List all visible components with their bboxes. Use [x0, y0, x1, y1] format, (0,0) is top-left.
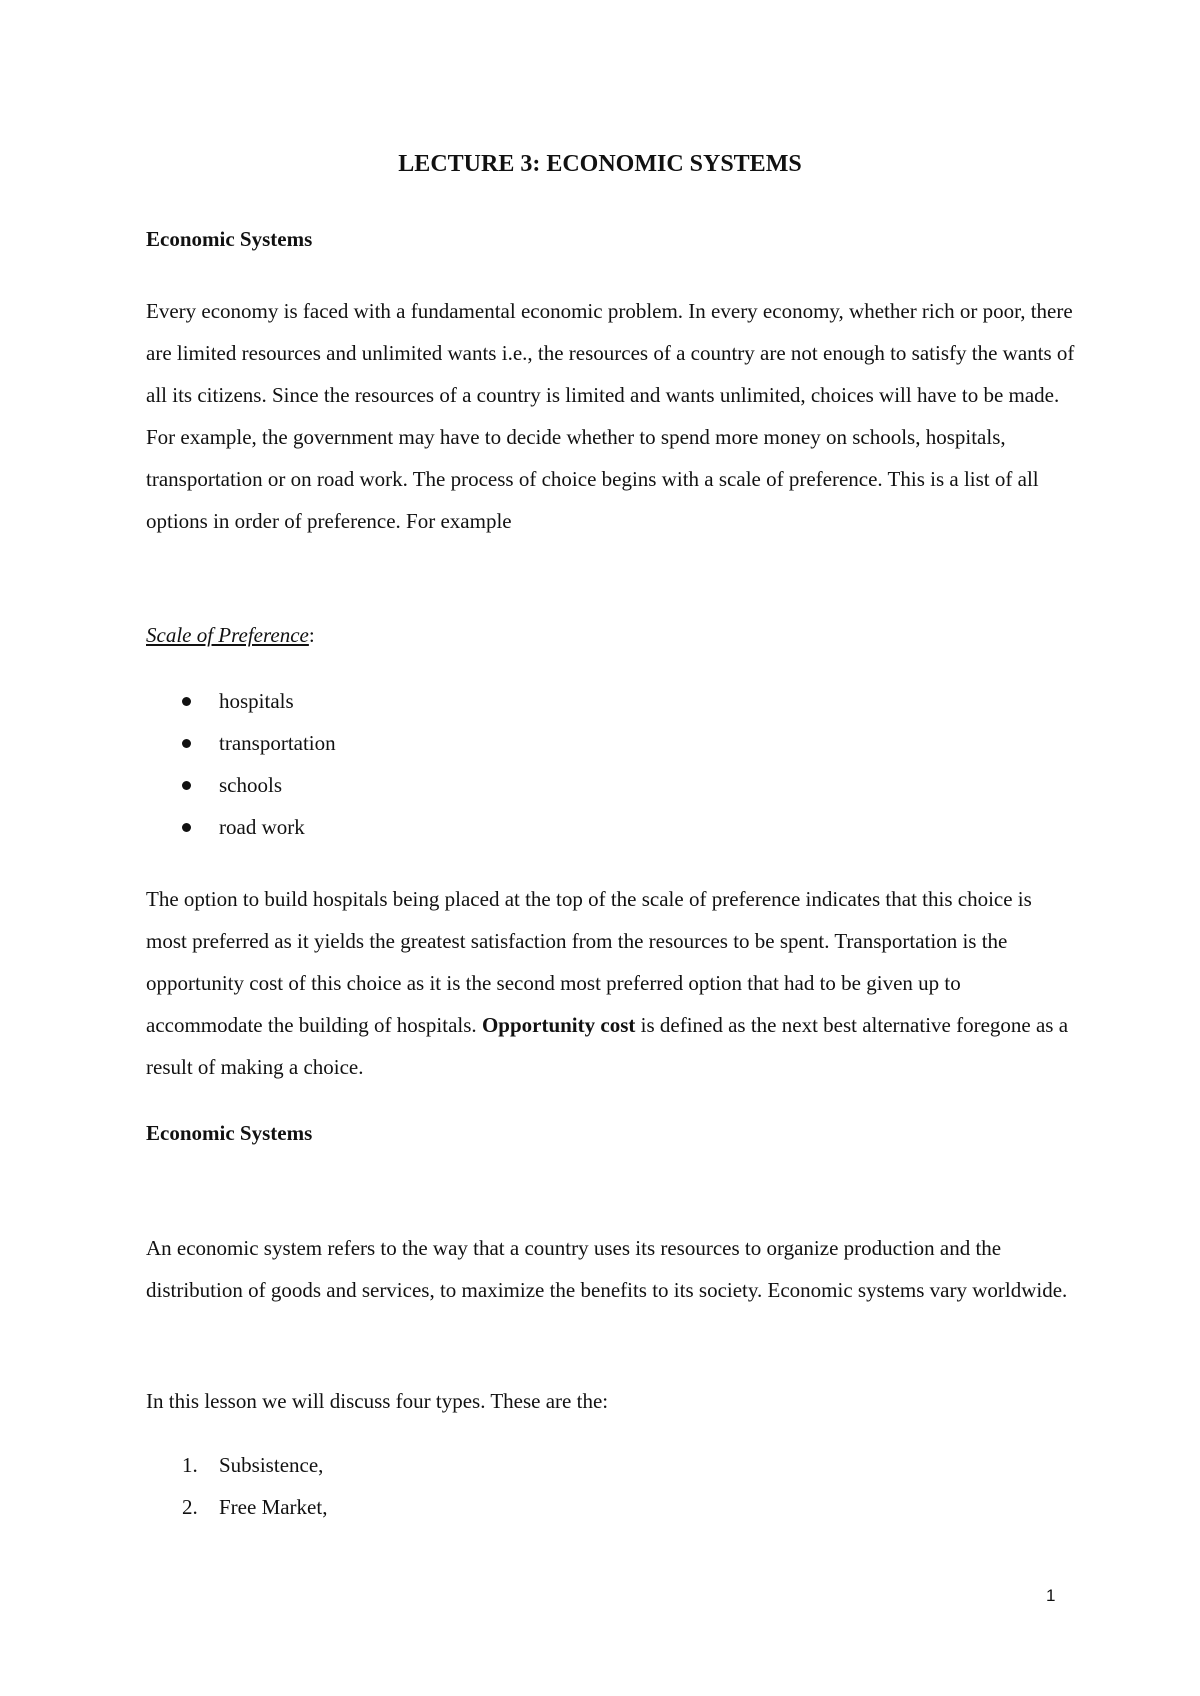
page-title: LECTURE 3: ECONOMIC SYSTEMS [398, 151, 802, 177]
bullet-icon [182, 697, 191, 706]
list-item-text: road work [219, 815, 305, 839]
list-item [146, 680, 336, 722]
list-number: 1. [182, 1453, 198, 1477]
types-list [146, 1444, 327, 1528]
preference-list [146, 680, 336, 848]
bullet-icon [182, 823, 191, 832]
list-item [146, 722, 336, 764]
page-number: 1 [1046, 1586, 1056, 1605]
list-item-text: hospitals [219, 689, 294, 713]
paragraph-text: The option to build hospitals being placed at the top of the scale of preference indicates that this choice is most preferred as it yields the greatest satisfaction from the resources to be spent. Transportation is the opportunity cost of this choice as it is the second most preferred option that had to be given up to accommodate the building of hospitals. [146, 887, 1032, 1037]
list-item-text: Free Market, [219, 1495, 328, 1519]
section-heading-2: Economic Systems [146, 1121, 313, 1145]
intro-paragraph: Every economy is faced with a fundamental economic problem. In every economy, whether rich or poor, there are limited resources and unlimited wants i.e., the resources of a country are not enough to satisfy the wants of all its citizens. Since the resources of a country is limited and wants unlimited, choices will have to be made. For example, the government may have to decide whether to spend more money on schools, hospitals, transportation or on road work. The process of choice begins with a scale of preference. This is a list of all options in order of preference. For example [146, 299, 1075, 533]
scale-of-preference-text: Scale of Preference [146, 623, 309, 647]
bullet-icon [182, 739, 191, 748]
scale-colon: : [308, 623, 315, 647]
list-item [146, 1444, 327, 1486]
section-heading-1: Economic Systems [146, 227, 313, 251]
list-item [146, 806, 336, 848]
list-number: 2. [182, 1495, 198, 1519]
list-item [146, 764, 336, 806]
list-item-text: schools [219, 773, 282, 797]
list-item-text: Subsistence, [219, 1453, 324, 1477]
paragraph-text: is defined as the next best alternative foregone as a result of making a choice. [146, 1013, 1069, 1079]
types-intro: In this lesson we will discuss four types. These are the: [146, 1389, 609, 1413]
opportunity-cost-term: Opportunity cost [481, 1013, 636, 1037]
list-item-text: transportation [219, 731, 336, 755]
list-item [146, 1486, 327, 1528]
scale-of-preference-label [146, 620, 315, 650]
bullet-icon [182, 781, 191, 790]
economic-system-paragraph: An economic system refers to the way that a country uses its resources to organize production and the distribution of goods and services, to maximize the benefits to its society. Economic systems vary worldwide. [146, 1236, 1068, 1302]
opportunity-cost-paragraph [146, 878, 1076, 1088]
